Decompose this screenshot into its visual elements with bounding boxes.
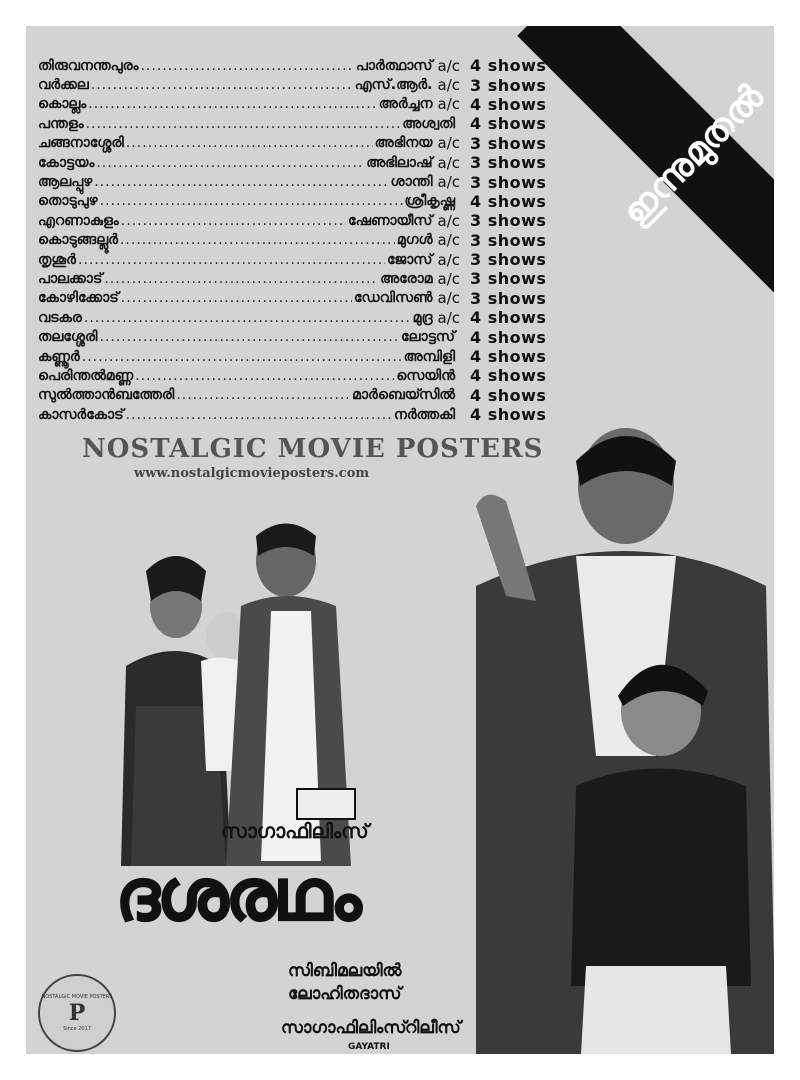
poster-paper [26, 26, 774, 1054]
listing-shows: 3 shows [470, 288, 547, 308]
leader-dots [88, 96, 376, 112]
listing-shows: 3 shows [470, 75, 547, 95]
listing-theatre: നർത്തകി [393, 406, 455, 423]
listing-shows: 3 shows [470, 172, 547, 192]
listing-shows: 4 shows [470, 191, 547, 211]
listing-city: കൊടുങ്ങല്ലൂർ [38, 232, 118, 249]
listing-shows: 4 shows [470, 405, 547, 425]
writer-name: ലോഹിതദാസ് [288, 984, 402, 1004]
seal-top-text: NOSTALGIC MOVIE POSTERS [41, 994, 113, 1000]
listing-city: തലശ്ശേരി [38, 329, 98, 346]
listing-row [38, 134, 548, 153]
listing-shows: 4 shows [470, 114, 547, 134]
leader-dots [84, 310, 411, 326]
listing-theatre: അശ്വതി [402, 115, 455, 132]
release-credit: സാഗാഫിലിംസ്റിലീസ് [281, 1018, 461, 1038]
listing-shows: 3 shows [470, 230, 547, 250]
listing-shows: 3 shows [470, 133, 547, 153]
listing-ac: a/c [437, 308, 460, 327]
leader-dots [120, 232, 395, 248]
leader-dots [99, 329, 399, 345]
distributor-name: GAYATRI [348, 1042, 390, 1052]
listing-city: തൃശൂർ [38, 251, 76, 268]
listing-theatre: എസ്.ആർ. [354, 77, 433, 94]
listing-city: വർക്കല [38, 77, 89, 94]
listing-city: തൊടുപുഴ [38, 193, 98, 210]
listing-city: തിരുവനന്തപുരം [38, 57, 139, 74]
listing-theatre: ശ്രീകൃഷ്ണ [404, 193, 455, 210]
listing-city: കാസർകോട് [38, 406, 124, 423]
release-banner-strip [517, 26, 774, 333]
listing-shows: 4 shows [470, 347, 547, 367]
listing-ac: a/c [437, 173, 460, 192]
listing-theatre: മുഗൾ [396, 232, 433, 249]
listing-shows: 3 shows [470, 211, 547, 231]
leader-dots [96, 155, 364, 171]
listing-row [38, 231, 548, 250]
leader-dots [86, 116, 401, 132]
director-name: സിബിമലയിൽ [288, 961, 402, 981]
listing-city: കൊല്ലം [38, 96, 87, 113]
release-banner-text: ഇന്നുമുതൽ [615, 77, 773, 235]
listing-row [38, 366, 548, 385]
listing-city: കോട്ടയം [38, 154, 95, 171]
listing-shows: 4 shows [470, 385, 547, 405]
listing-row [38, 114, 548, 133]
listing-ac: a/c [437, 231, 460, 250]
listing-ac: a/c [437, 211, 460, 230]
leader-dots [78, 252, 385, 268]
listing-city: കണ്ണൂർ [38, 348, 80, 365]
listing-city: പന്തളം [38, 115, 84, 132]
listing-ac: a/c [437, 289, 460, 308]
listing-row [38, 56, 548, 75]
seal-letter: P [68, 1000, 86, 1026]
listing-ac: a/c [437, 153, 460, 172]
listing-row [38, 269, 548, 288]
listing-theatre: അമ്പിളി [403, 348, 455, 365]
seal-since-text: Since 2017 [63, 1026, 91, 1032]
listing-row [38, 75, 548, 94]
listing-row [38, 308, 548, 327]
cast-photo [106, 406, 774, 1054]
production-logo [296, 788, 356, 820]
listing-ac: a/c [437, 95, 460, 114]
listing-city: പെരിന്തൽമണ്ണ [38, 367, 134, 384]
listing-row [38, 153, 548, 172]
listing-theatre: ഡേവിസൺ [354, 290, 433, 307]
listing-shows: 3 shows [470, 269, 547, 289]
listing-theatre: അഭിലാഷ് [366, 154, 433, 171]
listing-shows: 3 shows [470, 153, 547, 173]
listing-row [38, 172, 548, 191]
listing-row [38, 347, 548, 366]
listing-ac: a/c [437, 56, 460, 75]
listing-ac: a/c [437, 76, 460, 95]
leader-dots [82, 349, 402, 365]
listing-theatre: ജോസ് [386, 251, 433, 268]
listing-city: ചങ്ങനാശ്ശേരി [38, 135, 124, 152]
watermark-url: www.nostalgicmovieposters.com [134, 466, 370, 481]
listing-row [38, 327, 548, 346]
leader-dots [104, 271, 378, 287]
listing-shows: 4 shows [470, 94, 547, 114]
listing-theatre: അരോമ [380, 270, 433, 287]
listing-theatre: അർച്ചന [378, 96, 433, 113]
leader-dots [94, 174, 388, 190]
listing-row [38, 289, 548, 308]
listing-theatre: സെയിൻ [396, 367, 455, 384]
listing-city: എറണാകുളം [38, 212, 119, 229]
listing-theatre: മുദ്ര [412, 309, 433, 326]
leader-dots [126, 135, 373, 151]
leader-dots [91, 77, 353, 93]
listing-shows: 3 shows [470, 250, 547, 270]
listing-shows: 4 shows [470, 327, 547, 347]
producer-name: സാഗാഫിലിംസ് [221, 819, 369, 843]
leader-dots [140, 58, 353, 74]
watermark-title: NOSTALGIC MOVIE POSTERS [82, 434, 544, 464]
listing-shows: 4 shows [470, 366, 547, 386]
listing-theatre: ശാന്തി [390, 174, 433, 191]
listing-theatre: ഷേണായീസ് [347, 212, 433, 229]
listing-ac: a/c [437, 250, 460, 269]
release-banner [504, 26, 774, 336]
listing-row [38, 192, 548, 211]
listing-theatre: അഭിനയ [374, 135, 433, 152]
listing-theatre: പാർത്ഥാസ് [355, 57, 433, 74]
leader-dots [121, 213, 346, 229]
listing-city: കോഴിക്കോട് [38, 290, 119, 307]
listing-ac: a/c [437, 269, 460, 288]
watermark-seal [38, 974, 116, 1052]
listing-row [38, 95, 548, 114]
listing-city: വടകര [38, 309, 82, 326]
listing-city: ആലപ്പുഴ [38, 174, 93, 191]
listing-ac: a/c [437, 134, 460, 153]
listing-shows: 4 shows [470, 308, 547, 328]
leader-dots [135, 368, 394, 384]
listing-row [38, 386, 548, 405]
theatre-list [38, 56, 548, 424]
listing-theatre: മാർബെയ്സിൽ [352, 387, 455, 404]
listing-theatre: ലോട്ടസ് [401, 329, 455, 346]
leader-dots [121, 290, 352, 306]
listing-row [38, 250, 548, 269]
listing-city: പാലക്കാട് [38, 270, 103, 287]
listing-row [38, 211, 548, 230]
leader-dots [100, 193, 403, 209]
listing-shows: 4 shows [470, 56, 547, 76]
leader-dots [176, 387, 350, 403]
movie-title: ദശരഥം [116, 854, 359, 936]
listing-city: സുൽത്താൻബത്തേരി [38, 387, 175, 404]
